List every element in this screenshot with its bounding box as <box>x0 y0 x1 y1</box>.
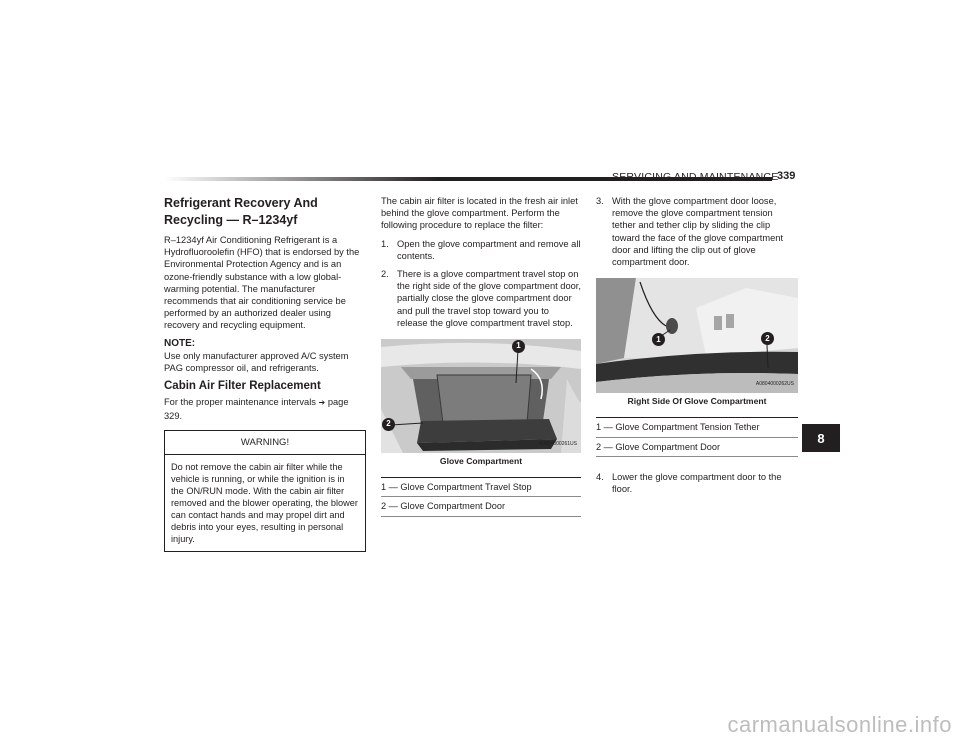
callout-2: 2 <box>382 418 395 431</box>
column-middle <box>381 195 581 517</box>
step-text: There is a glove compartment travel stop on the right side of the glove compartment door, partially close the glove compartment door and pull the travel stop toward you to release the glove compartment travel stop. <box>397 269 581 328</box>
cabin-filter-heading: Cabin Air Filter Replacement <box>164 380 321 393</box>
page-number: 339 <box>777 170 796 182</box>
image-code: A0804000261US <box>538 440 577 447</box>
step-item <box>381 268 581 329</box>
legend-item: 1 — Glove Compartment Travel Stop <box>381 478 581 497</box>
callout-2: 2 <box>761 332 774 345</box>
note-text: Use only manufacturer approved A/C system PAG compressor oil, and refrigerants. <box>164 350 349 374</box>
page-ref-link[interactable]: page 329. <box>164 397 349 421</box>
warning-box <box>164 430 366 552</box>
step-text: Lower the glove compartment door to the floor. <box>612 471 782 495</box>
note-label: NOTE: <box>164 337 196 349</box>
step-item <box>381 238 581 262</box>
interval-paragraph <box>164 396 366 421</box>
figure-legend <box>596 417 798 456</box>
callout-1: 1 <box>512 340 525 353</box>
glove-compartment-image <box>381 339 581 453</box>
steps-list-continued <box>596 195 798 268</box>
refrigerant-paragraph: R–1234yf Air Conditioning Refrigerant is a Hydrofluoroolefin (HFO) that is endorsed by the Environmental Protection Agency and is an ozone-friendly substance with a low global-warming potential. The manufacturer recommends that air conditioning service be performed by an authorized dealer using recovery and recycling equipment. <box>164 235 360 331</box>
image-code: A0804000262US <box>755 381 794 388</box>
step-number: 3. <box>596 196 604 206</box>
chapter-tab[interactable]: 8 <box>802 424 840 452</box>
column-right <box>596 195 798 501</box>
figure-caption: Right Side Of Glove Compartment <box>627 396 767 407</box>
glove-compartment-illustration <box>381 339 581 453</box>
step-text: With the glove compartment door loose, remove the glove compartment tension tether and tether clip by sliding the clip toward the face of the glove compartment door and lifting the clip out of glove compartment door. <box>612 196 784 268</box>
step-item <box>596 195 798 268</box>
legend-item: 2 — Glove Compartment Door <box>596 438 798 457</box>
warning-body: Do not remove the cabin air filter while the vehicle is running, or while the ignition is in the ON/RUN mode. With the cabin air filter removed and the blower operating, the blower can contact hands and may propel dirt and debris into your eyes, resulting in personal injury. <box>171 462 358 545</box>
watermark: carmanualsonline.info <box>727 712 952 737</box>
steps-list <box>381 238 581 329</box>
warning-heading: WARNING! <box>165 431 365 455</box>
figure-legend <box>381 477 581 516</box>
section-title: SERVICING AND MAINTENANCE <box>612 171 779 183</box>
refrigerant-heading: Refrigerant Recovery And Recycling — R–1234yf <box>164 196 318 227</box>
filter-location-paragraph: The cabin air filter is located in the fresh air inlet behind the glove compartment. Perform the following procedure to replace the filter: <box>381 196 578 231</box>
column-left <box>164 195 366 552</box>
interval-text: For the proper maintenance intervals <box>164 397 316 408</box>
figure-caption: Glove Compartment <box>439 456 523 467</box>
step-number: 2. <box>381 269 389 280</box>
callout-1: 1 <box>652 333 665 346</box>
step-item <box>596 471 798 495</box>
step-number: 4. <box>596 471 604 482</box>
steps-list-final <box>596 471 798 495</box>
legend-item: 1 — Glove Compartment Tension Tether <box>596 418 798 437</box>
page-ref-arrow-icon: ➔ <box>318 398 326 408</box>
glove-side-image <box>596 278 798 393</box>
legend-item: 2 — Glove Compartment Door <box>381 497 581 516</box>
step-text: Open the glove compartment and remove all contents. <box>397 238 581 261</box>
step-number: 1. <box>381 238 389 249</box>
